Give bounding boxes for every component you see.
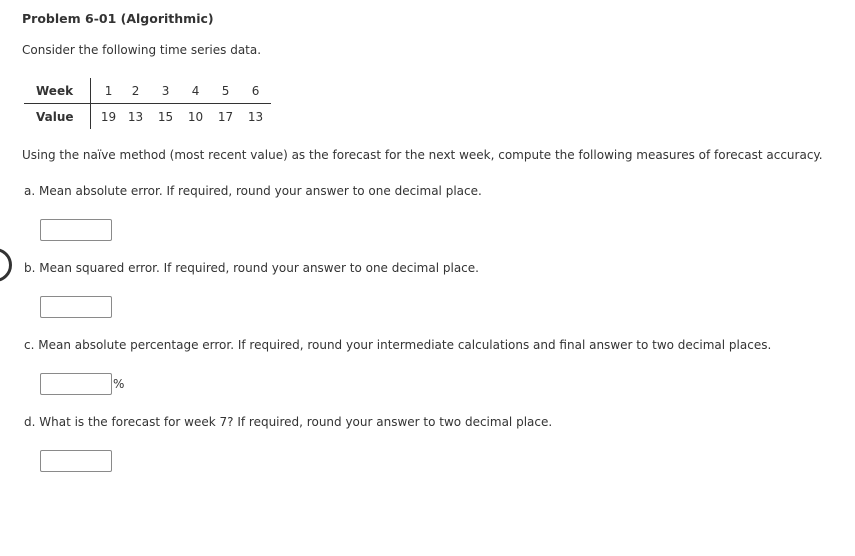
value-cell: 17 [217, 109, 234, 124]
answer-b-input[interactable] [40, 296, 112, 318]
focus-indicator [0, 248, 12, 282]
week-cell: 6 [241, 78, 271, 104]
problem-intro: Consider the following time series data. [22, 43, 262, 57]
week-header: Week [24, 78, 90, 104]
value-row [24, 104, 271, 130]
week-cell: 1 [90, 78, 121, 104]
problem-title: Problem 6-01 (Algorithmic) [22, 11, 214, 26]
question-a-text: a. Mean absolute error. If required, round your answer to one decimal place. [24, 184, 482, 198]
answer-c-input[interactable] [40, 373, 112, 395]
question-c-text: c. Mean absolute percentage error. If required, round your intermediate calculations and final answer to two decimal places. [24, 338, 772, 352]
value-cell: 10 [187, 109, 204, 124]
answer-a-input[interactable] [40, 219, 112, 241]
value-cell: 13 [127, 109, 144, 124]
question-d-text: d. What is the forecast for week 7? If required, round your answer to two decimal place. [24, 415, 553, 429]
week-cell: 2 [121, 78, 151, 104]
instructions-text: Using the naïve method (most recent value) as the forecast for the next week, compute the following measures of forecast accuracy. [22, 148, 823, 162]
value-header: Value [24, 104, 90, 130]
answer-d-input[interactable] [40, 450, 112, 472]
question-b-text: b. Mean squared error. If required, round your answer to one decimal place. [24, 261, 479, 275]
percent-suffix: % [113, 377, 125, 391]
value-cell: 15 [157, 109, 174, 124]
week-cell: 3 [151, 78, 181, 104]
value-cell: 13 [247, 109, 264, 124]
time-series-table [24, 78, 271, 129]
week-row [24, 78, 271, 104]
week-cell: 4 [181, 78, 211, 104]
value-cell: 19 [100, 109, 117, 124]
week-cell: 5 [211, 78, 241, 104]
